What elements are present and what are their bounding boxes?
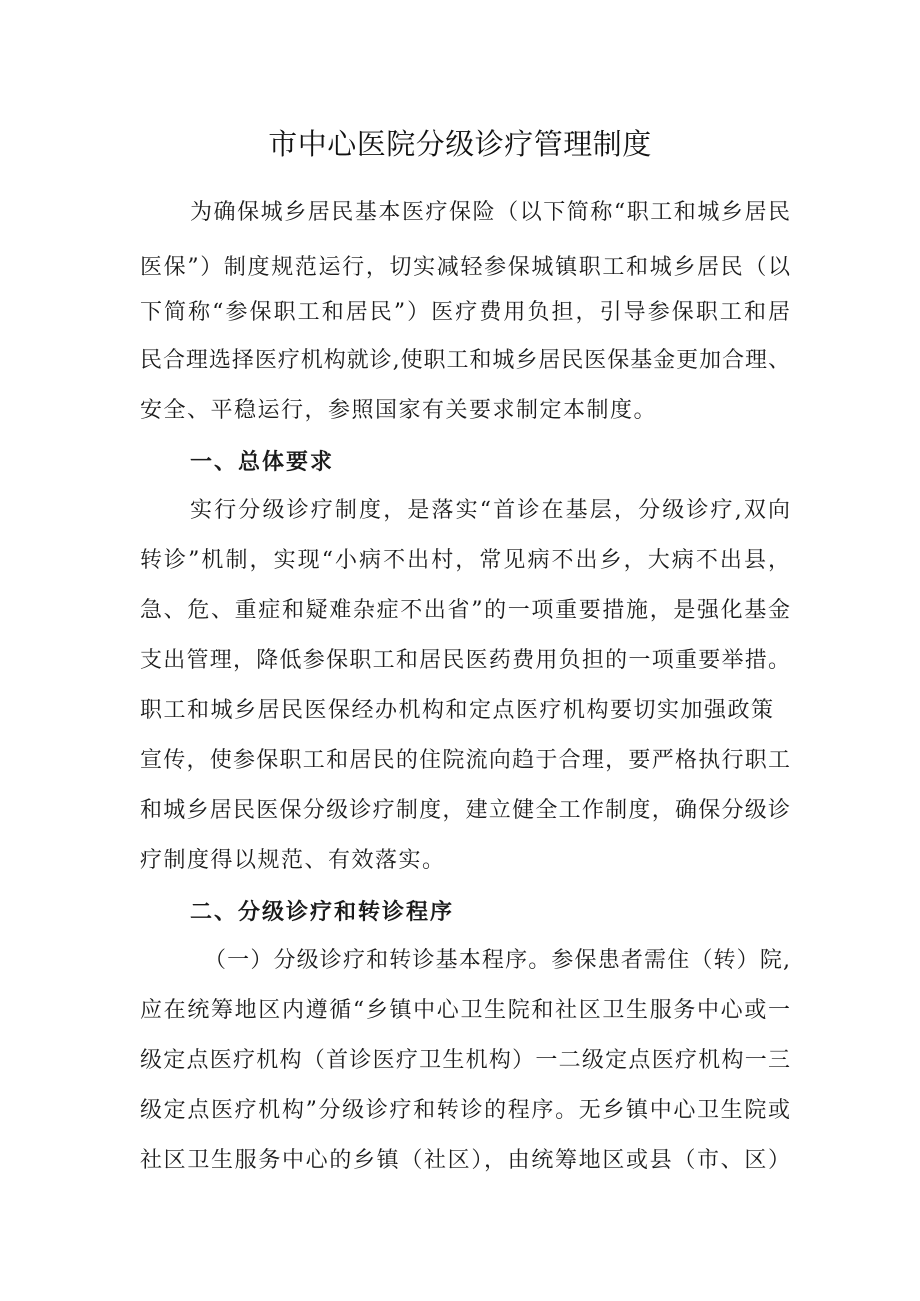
paragraph-line: 职工和城乡居民医保经办机构和定点医疗机构要切实加强政策 bbox=[140, 698, 775, 723]
paragraph-line: 级定点医疗机构（首诊医疗卫生机构）一二级定点医疗机构一三 bbox=[140, 1048, 790, 1073]
paragraph-line: 实行分级诊疗制度，是落实“首诊在基层，分级诊疗,双向 bbox=[190, 498, 790, 523]
paragraph-line: 宣传，使参保职工和居民的住院流向趋于合理，要严格执行职工 bbox=[140, 748, 790, 773]
intro-line: 为确保城乡居民基本医疗保险（以下简称“职工和城乡居民 bbox=[190, 200, 790, 225]
paragraph-line: 社区卫生服务中心的乡镇（社区），由统筹地区或县（市、区） bbox=[140, 1148, 790, 1173]
section-heading: 二、分级诊疗和转诊程序 bbox=[190, 900, 455, 925]
paragraph-line: （一）分级诊疗和转诊基本程序。参保患者需住（转）院, bbox=[204, 948, 790, 973]
section-heading: 一、总体要求 bbox=[190, 450, 335, 475]
paragraph-line: 级定点医疗机构”分级诊疗和转诊的程序。无乡镇中心卫生院或 bbox=[140, 1098, 790, 1123]
intro-line: 医保”）制度规范运行，切实减轻参保城镇职工和城乡居民（以 bbox=[140, 255, 790, 280]
document-title: 市中心医院分级诊疗管理制度 bbox=[268, 127, 652, 161]
paragraph-line: 疗制度得以规范、有效落实。 bbox=[140, 848, 446, 873]
paragraph-line: 急、危、重症和疑难杂症不出省”的一项重要措施，是强化基金 bbox=[140, 598, 790, 623]
intro-line: 安全、平稳运行，参照国家有关要求制定本制度。 bbox=[140, 398, 658, 423]
paragraph-line: 支出管理，降低参保职工和居民医药费用负担的一项重要举措。 bbox=[140, 648, 790, 673]
paragraph-line: 应在统筹地区内遵循“乡镇中心卫生院和社区卫生服务中心或一 bbox=[140, 998, 790, 1023]
paragraph-line: 和城乡居民医保分级诊疗制度，建立健全工作制度，确保分级诊 bbox=[140, 798, 790, 823]
intro-line: 下简称“参保职工和居民”）医疗费用负担，引导参保职工和居 bbox=[140, 300, 790, 325]
intro-line: 民合理选择医疗机构就诊,使职工和城乡居民医保基金更加合理、 bbox=[140, 348, 790, 373]
paragraph-line: 转诊”机制，实现“小病不出村，常见病不出乡，大病不出县， bbox=[140, 548, 790, 573]
